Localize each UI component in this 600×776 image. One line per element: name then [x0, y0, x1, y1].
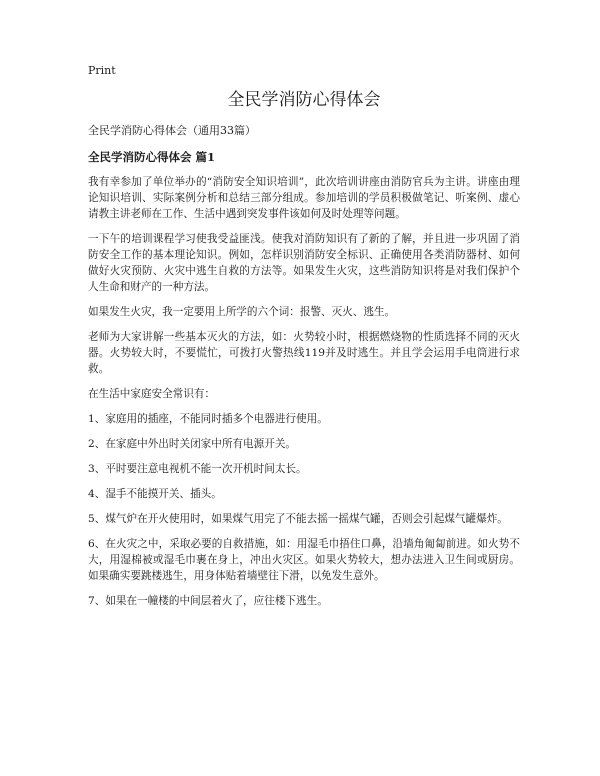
- list-item-6: 6、在火灾之中，采取必要的自救措施，如：用湿毛巾捂住口鼻，沿墙角匍匐前进。如火势不大，用湿棉被或湿毛巾裹在身上，冲出火灾区。如果火势较大，想办法进入卫生间或厨房。如果确实要跳楼逃生，用身体贴着墙壁往下滑，以免发生意外。: [88, 538, 520, 582]
- list-item-7: 7、如果在一幢楼的中间层着火了，应往楼下逃生。: [88, 595, 328, 607]
- document-subtitle: 全民学消防心得体会（通用33篇）: [88, 124, 256, 137]
- paragraph-home-safety-intro: 在生活中家庭安全常识有：: [88, 388, 216, 400]
- list-item-5: 5、煤气炉在开火使用时，如果煤气用完了不能去摇一摇煤气罐，否则会引起煤气罐爆炸。: [88, 513, 508, 525]
- list-item-4: 4、湿手不能摸开关、插头。: [88, 488, 222, 500]
- paragraph-learning: 一下午的培训课程学习使我受益匪浅。使我对消防知识有了新的了解，并且进一步巩固了消防安全工作的基本理论知识。例如，怎样识别消防安全标识、正确使用各类消防器材、如何做好火灾预防、火灾中逃生自救的方法等。如果发生火灾，这些消防知识将是对我们保护个人生命和财产的一种方法。: [88, 233, 520, 293]
- paragraph-six-words: 如果发生火灾，我一定要用上所学的六个词：报警、灭火、逃生。: [88, 306, 396, 318]
- section-heading: 全民学消防心得体会 篇1: [88, 150, 216, 164]
- list-item-2: 2、在家庭中外出时关闭家中所有电源开关。: [88, 438, 297, 450]
- document-page: [88, 64, 520, 618]
- list-item-1: 1、家庭用的插座，不能同时插多个电器进行使用。: [88, 413, 328, 425]
- paragraph-intro: 我有幸参加了单位举办的“消防安全知识培训”，此次培训讲座由消防官兵为主讲。讲座由理论知识培训、实际案例分析和总结三部分组成。参加培训的学员积极做笔记、听案例、虚心请教主讲老师在工作、生活中遇到突发事件该如何及时处理等问题。: [88, 176, 520, 220]
- list-item-3: 3、平时要注意电视机不能一次开机时间太长。: [88, 463, 307, 475]
- print-link[interactable]: Print: [88, 64, 116, 77]
- paragraph-extinguish-methods: 老师为大家讲解一些基本灭火的方法，如：火势较小时，根据燃烧物的性质选择不同的灭火器。火势较大时，不要慌忙，可拨打火警热线119并及时逃生。并且学会运用手电筒进行求救。: [88, 331, 520, 375]
- document-title: 全民学消防心得体会: [227, 90, 381, 110]
